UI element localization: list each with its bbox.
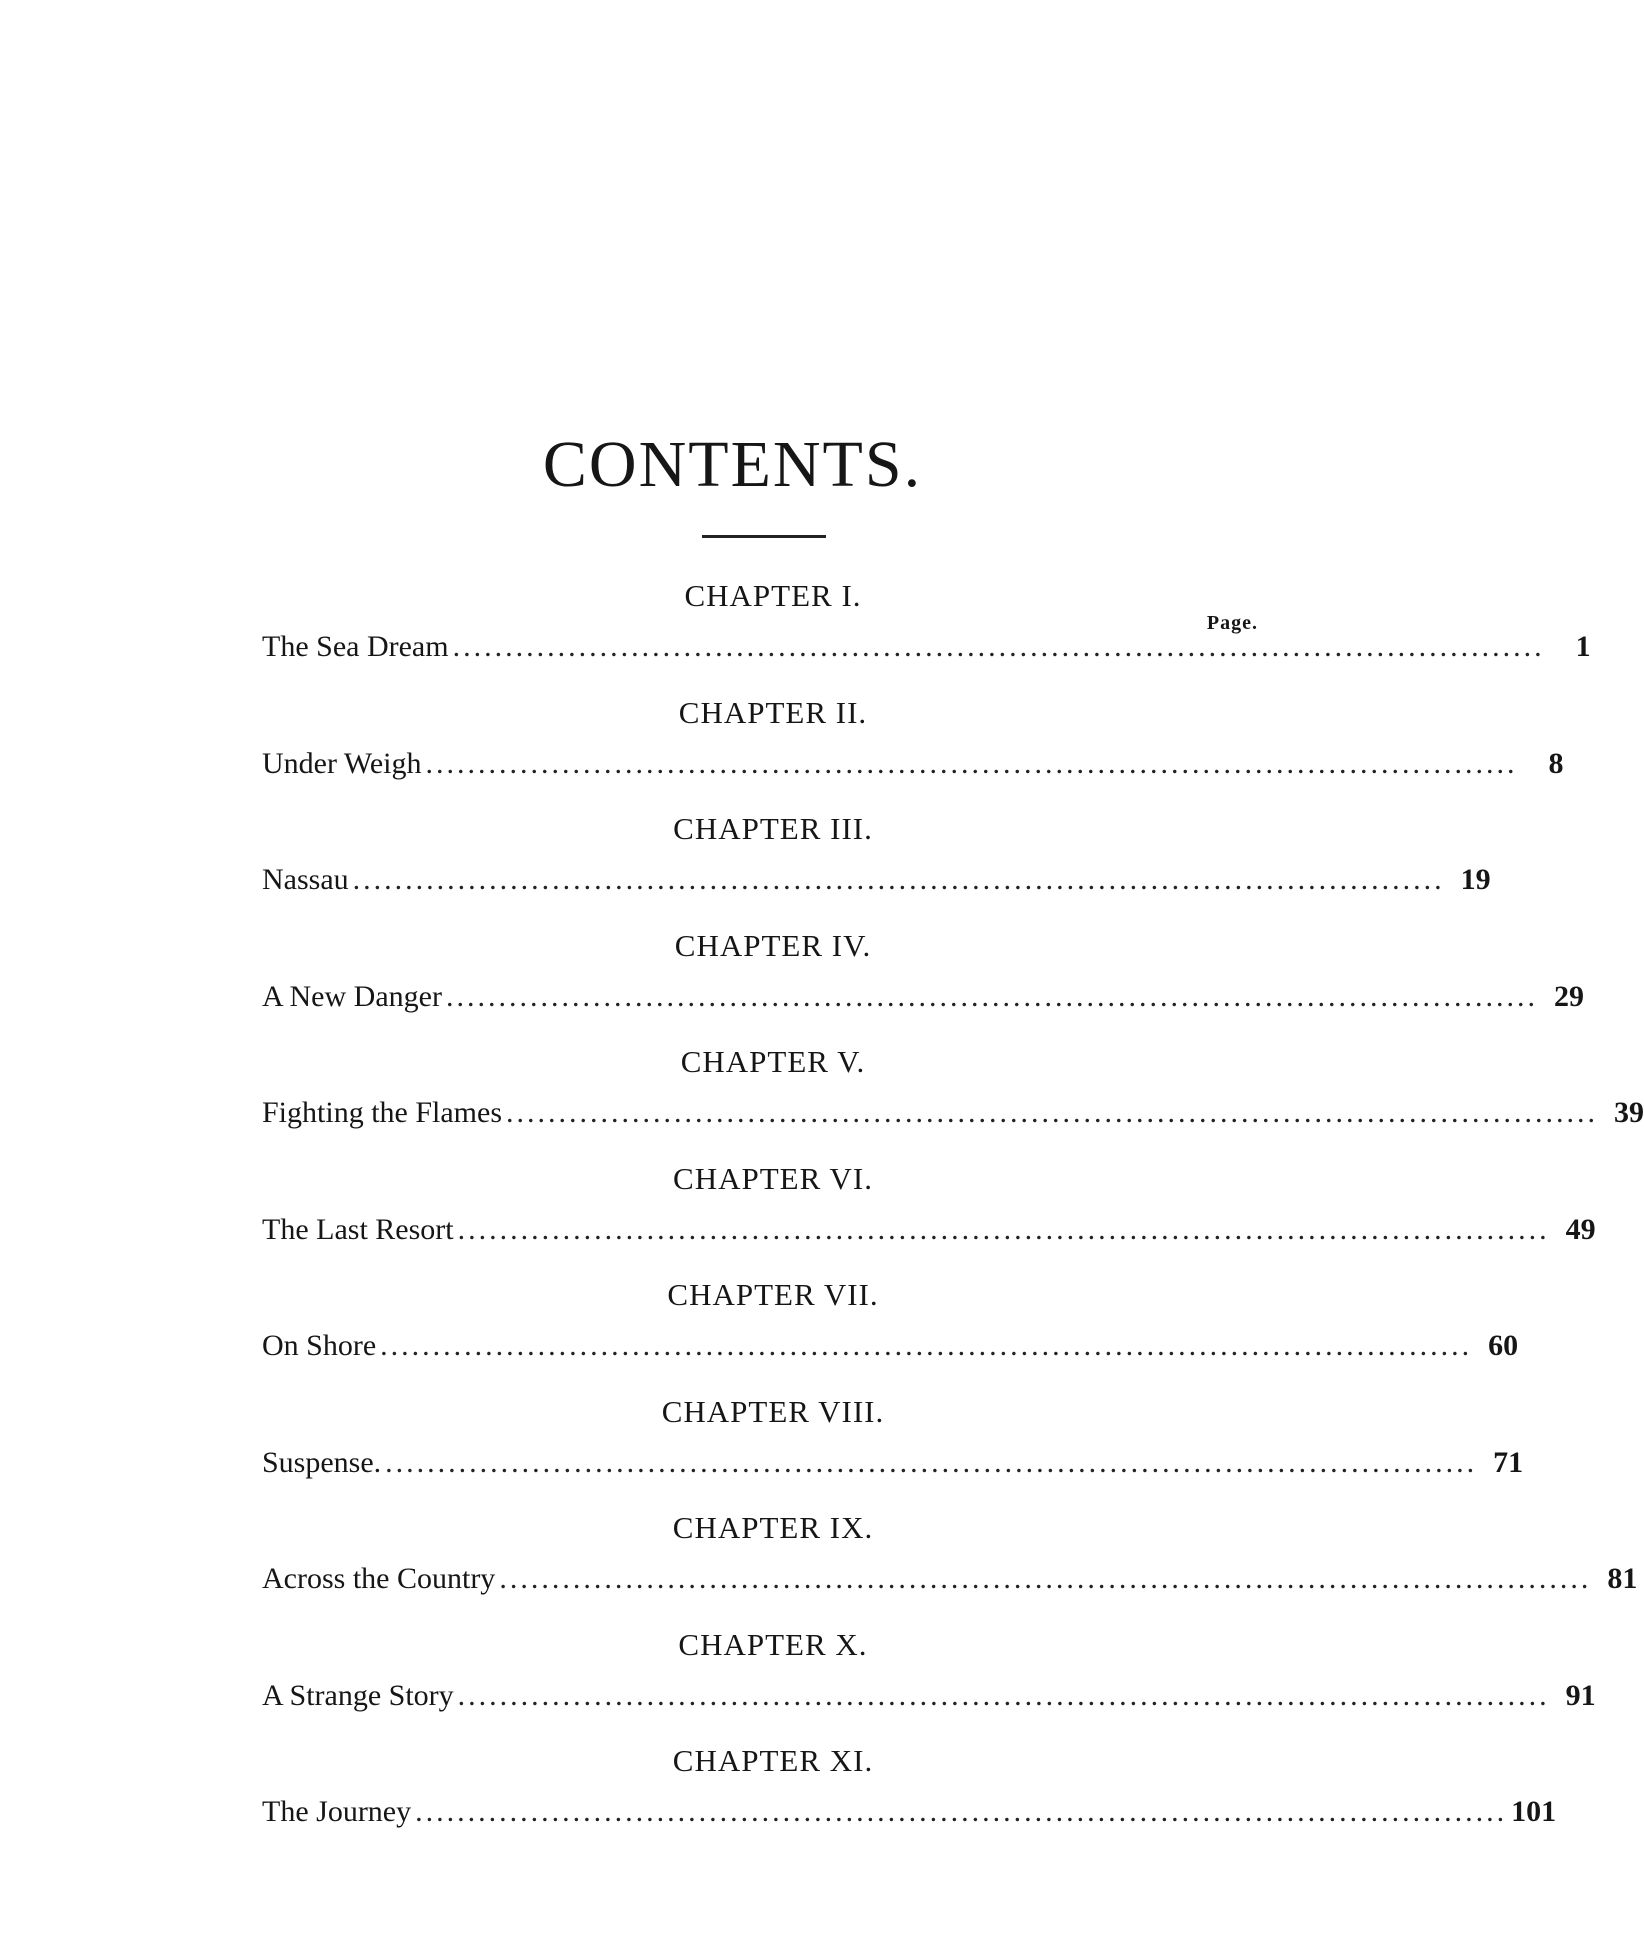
title-rule	[702, 535, 826, 538]
chapter-9	[262, 1502, 1638, 1619]
chapter-7	[262, 1269, 1519, 1386]
entry-page-number: 91	[1565, 1678, 1596, 1712]
entry-title: On Shore	[262, 1329, 377, 1362]
toc-entry[interactable]	[262, 979, 1584, 1014]
entry-title: The Sea Dream	[262, 630, 449, 663]
page-column-label: Page.	[1206, 612, 1258, 634]
chapter-5	[262, 1036, 1644, 1153]
chapter-heading: CHAPTER X.	[678, 1626, 868, 1662]
entry-page-number: 81	[1607, 1562, 1638, 1595]
chapter-heading: CHAPTER VII.	[667, 1277, 879, 1312]
chapter-heading: CHAPTER I.	[684, 578, 862, 613]
entry-page-number: 71	[1493, 1445, 1524, 1479]
chapter-heading: CHAPTER VI.	[673, 1160, 873, 1196]
dot-leader: ........................................................................................................	[425, 746, 1518, 780]
entry-title: Nassau	[262, 863, 349, 896]
entry-page-number: 8	[1548, 746, 1564, 780]
entry-page-number: 101	[1511, 1795, 1557, 1828]
dot-leader: ........................................................................................................	[415, 1795, 1508, 1828]
chapter-3	[262, 803, 1491, 920]
entry-page-number: 19	[1460, 863, 1491, 896]
dot-leader: ........................................................................................................	[445, 979, 1538, 1013]
chapter-heading: CHAPTER II.	[678, 694, 868, 730]
dot-leader: ........................................................................................................	[506, 1096, 1598, 1129]
toc-entry[interactable]	[262, 1096, 1644, 1130]
entry-page-number: 29	[1553, 979, 1584, 1013]
dot-leader: ........................................................................................................	[457, 1678, 1550, 1712]
dot-leader: ........................................................................................................	[380, 1329, 1473, 1362]
chapter-4	[262, 920, 1584, 1037]
chapter-heading: CHAPTER IX.	[672, 1510, 874, 1545]
chapter-heading: CHAPTER V.	[680, 1044, 866, 1079]
entry-page-number: 1	[1575, 630, 1591, 663]
dot-leader: ........................................................................................................	[352, 863, 1445, 896]
toc-entry[interactable]	[262, 1212, 1596, 1247]
chapter-heading: CHAPTER XI.	[672, 1743, 874, 1778]
dot-leader: ........................................................................................................	[499, 1562, 1592, 1595]
chapter-11	[262, 1735, 1557, 1852]
toc-entry[interactable]	[262, 1795, 1557, 1829]
entry-title: Suspense.	[262, 1445, 382, 1479]
chapter-heading: CHAPTER VIII.	[661, 1393, 885, 1429]
chapter-6	[262, 1153, 1596, 1270]
chapter-heading: CHAPTER IV.	[674, 927, 872, 963]
entry-page-number: 60	[1488, 1329, 1519, 1362]
toc-entry[interactable]	[262, 1562, 1638, 1596]
entry-page-number: 49	[1565, 1212, 1596, 1246]
toc-entry[interactable]	[262, 1329, 1519, 1363]
entry-title: Across the Country	[262, 1562, 496, 1595]
page-title: CONTENTS.	[542, 428, 923, 501]
toc-entry[interactable]	[262, 1445, 1524, 1480]
toc-entry[interactable]	[262, 746, 1564, 781]
chapter-10	[262, 1619, 1596, 1736]
dot-leader: ........................................................................................................	[385, 1445, 1478, 1479]
dot-leader: ........................................................................................................	[457, 1212, 1550, 1246]
toc-entry[interactable]	[262, 630, 1591, 664]
table-of-contents	[262, 570, 1644, 1852]
dot-leader: ........................................................................................................	[452, 630, 1545, 663]
chapter-2	[262, 687, 1564, 804]
entry-title: A Strange Story	[262, 1678, 454, 1712]
entry-page-number: 39	[1614, 1096, 1644, 1129]
toc-entry[interactable]	[262, 1678, 1596, 1713]
chapter-8	[262, 1386, 1524, 1503]
entry-title: The Journey	[262, 1795, 412, 1828]
chapter-heading: CHAPTER III.	[673, 811, 873, 846]
entry-title: Fighting the Flames	[262, 1096, 502, 1129]
chapter-1	[262, 570, 1591, 687]
entry-title: Under Weigh	[262, 746, 422, 780]
toc-entry[interactable]	[262, 863, 1491, 897]
entry-title: The Last Resort	[262, 1212, 454, 1246]
entry-title: A New Danger	[262, 979, 442, 1013]
